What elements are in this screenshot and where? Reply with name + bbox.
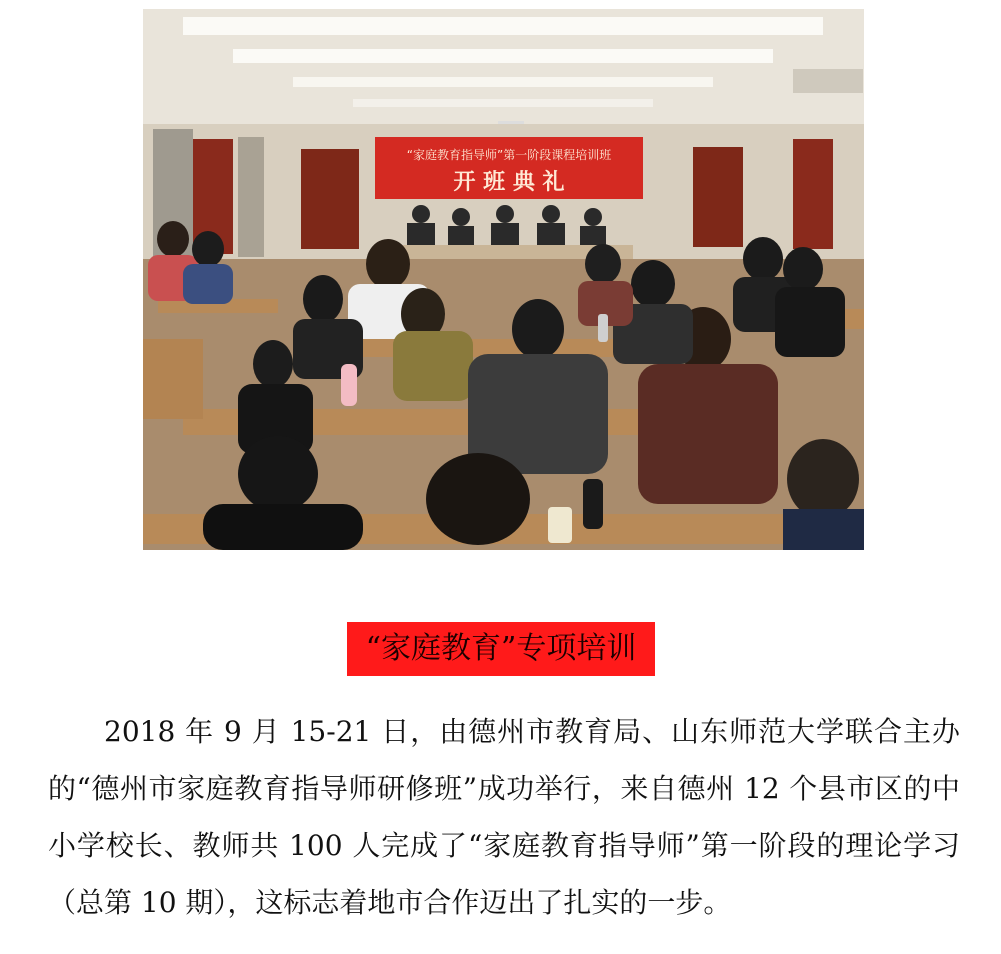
classroom-photo-illustration <box>143 9 864 550</box>
article-paragraph: 2018 年 9 月 15-21 日，由德州市教育局、山东师范大学联合主办的“德州市家庭教育指导师研修班”成功举行，来自德州 12 个县市区的中小学校长、教师共 100 人完成了“家庭教育指导师”第一阶段的理论学习（总第 10 期），这标志着地市合作迈出了扎实的一步。 <box>48 715 960 919</box>
section-heading: “家庭教育”专项培训 <box>347 622 655 676</box>
banner-line-1: “家庭教育指导师”第一阶段课程培训班 <box>406 148 612 162</box>
banner-line-2: 开 班 典 礼 <box>453 170 565 195</box>
classroom-photo <box>143 9 864 550</box>
